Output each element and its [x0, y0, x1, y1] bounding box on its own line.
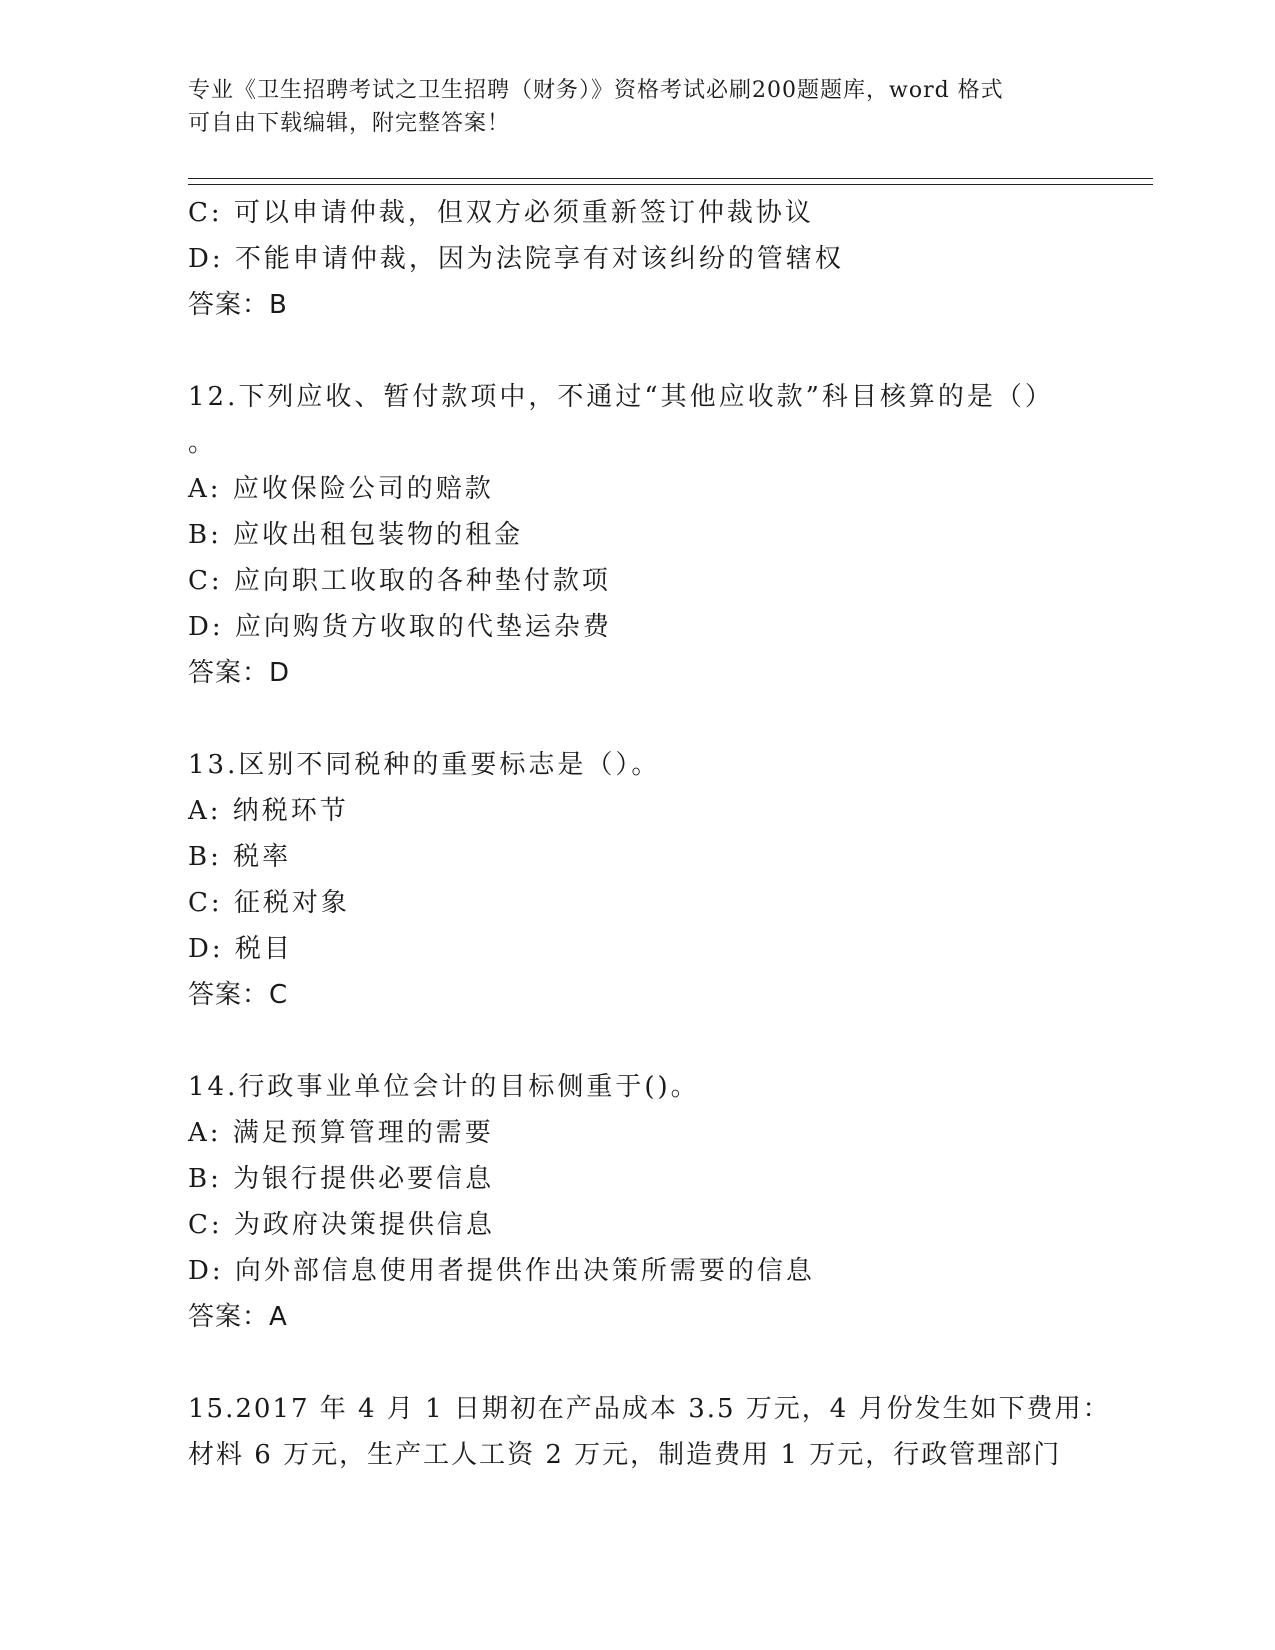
header-line-1: 专业《卫生招聘考试之卫生招聘（财务）》资格考试必刷200题题库，word 格式	[188, 78, 1004, 103]
spacer	[188, 696, 1068, 742]
question-13	[188, 742, 1068, 1018]
option-a: A: 纳税环节	[188, 796, 349, 826]
question-15	[188, 1386, 1111, 1478]
spacer	[188, 1340, 1068, 1386]
option-c: C: 可以申请仲裁，但双方必须重新签订仲裁协议	[188, 198, 814, 228]
option-c: C: 征税对象	[188, 888, 350, 918]
option-d: D: 不能申请仲裁，因为法院享有对该纠纷的管辖权	[188, 244, 844, 274]
answer-line: 答案：D	[188, 658, 291, 688]
option-d: D: 税目	[188, 934, 293, 964]
header-line-2: 可自由下载编辑，附完整答案！	[188, 111, 511, 136]
question-stem: 12.下列应收、暂付款项中，不通过“其他应收款”科目核算的是（）	[188, 382, 1054, 412]
question-11	[188, 190, 1068, 328]
question-14	[188, 1064, 1068, 1340]
question-12	[188, 374, 1068, 696]
question-stem: 15.2017 年 4 月 1 日期初在产品成本 3.5 万元，4 月份发生如下费用：	[188, 1394, 1111, 1424]
option-c: C: 为政府决策提供信息	[188, 1210, 495, 1240]
document-header	[188, 74, 1088, 140]
spacer	[188, 328, 1068, 374]
option-d: D: 向外部信息使用者提供作出决策所需要的信息	[188, 1256, 815, 1286]
option-b: B: 应收出租包装物的租金	[188, 520, 524, 550]
question-stem: 13.区别不同税种的重要标志是（）。	[188, 750, 661, 780]
option-d: D: 应向购货方收取的代垫运杂费	[188, 612, 612, 642]
header-divider-top	[188, 178, 1153, 179]
question-stem: 14.行政事业单位会计的目标侧重于()。	[188, 1072, 700, 1102]
option-b: B: 税率	[188, 842, 292, 872]
question-list	[188, 190, 1111, 1478]
spacer	[188, 1018, 1068, 1064]
answer-line: 答案：B	[188, 290, 288, 320]
answer-line: 答案：C	[188, 980, 289, 1010]
option-b: B: 为银行提供必要信息	[188, 1164, 495, 1194]
question-stem-continued: 材料 6 万元，生产工人工资 2 万元，制造费用 1 万元，行政管理部门	[188, 1440, 1062, 1470]
header-divider-bottom	[188, 184, 1153, 185]
option-a: A: 满足预算管理的需要	[188, 1118, 494, 1148]
option-c: C: 应向职工收取的各种垫付款项	[188, 566, 611, 596]
answer-line: 答案：A	[188, 1302, 288, 1332]
question-stem-continued: 。	[188, 428, 218, 458]
option-a: A: 应收保险公司的赔款	[188, 474, 494, 504]
